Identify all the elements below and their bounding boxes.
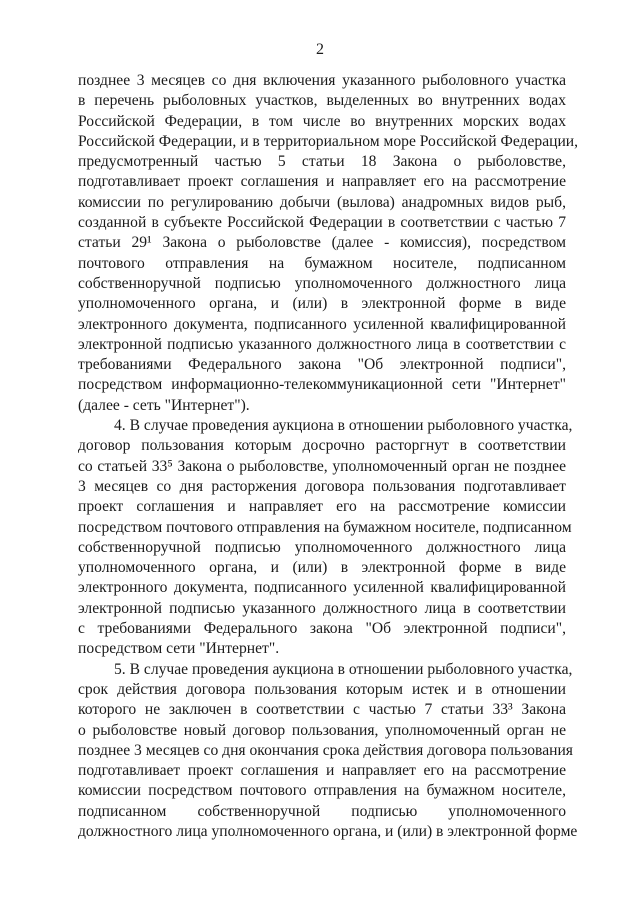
text-line: электронной подписью указанного должностного лица в соответствии с <box>78 335 566 353</box>
text-line: уполномоченного органа, и (или) в электронной форме в виде <box>78 295 566 313</box>
text-line: собственноручной подписью уполномоченного должностного лица <box>78 538 566 556</box>
text-line: 3 месяцев со дня расторжения договора пользования подготавливает <box>78 477 566 495</box>
text-line: позднее 3 месяцев со дня окончания срока действия договора пользования <box>78 741 573 759</box>
text-line: подготавливает проект соглашения и направляет его на рассмотрение <box>78 762 566 780</box>
text-line: с требованиями Федерального закона "Об электронной подписи", <box>78 620 566 638</box>
text-line: созданной в субъекте Российской Федерации в соответствии с частью 7 <box>78 214 566 232</box>
text-line: предусмотренный частью 5 статьи 18 Закона о рыболовстве, <box>78 153 566 171</box>
text-line: комиссии посредством почтового отправления на бумажном носителе, <box>78 782 566 800</box>
text-line: Российской Федерации, в том числе во внутренних морских водах <box>78 112 566 130</box>
text-line: которого не заключен в соответствии с частью 7 статьи 33³ Закона <box>78 701 566 719</box>
text-line: со статьей 33⁵ Закона о рыболовстве, уполномоченный орган не позднее <box>78 457 566 475</box>
text-line: должностного лица уполномоченного органа, и (или) в электронной форме <box>78 822 578 840</box>
text-line: подготавливает проект соглашения и направляет его на рассмотрение <box>78 173 566 191</box>
text-line: 4. В случае проведения аукциона в отношении рыболовного участка, <box>114 417 573 435</box>
text-line: электронного документа, подписанного усиленной квалифицированной <box>78 579 566 597</box>
text-line: собственноручной подписью уполномоченного должностного лица <box>78 274 566 292</box>
text-line: посредством почтового отправления на бумажном носителе, подписанном <box>78 518 572 536</box>
text-line: (далее - сеть "Интернет"). <box>78 396 250 414</box>
text-line: в перечень рыболовных участков, выделенных во внутренних водах <box>78 92 566 110</box>
text-line: требованиями Федерального закона "Об электронной подписи", <box>78 356 566 374</box>
document-body <box>78 71 579 842</box>
text-line: посредством сети "Интернет". <box>78 640 280 658</box>
paragraph <box>78 416 573 660</box>
text-line: позднее 3 месяцев со дня включения указанного рыболовного участка <box>78 72 566 89</box>
text-line: срок действия договора пользования которым истек и в отношении <box>78 680 566 698</box>
text-line: проект соглашения и направляет его на рассмотрение комиссии <box>78 498 566 516</box>
text-line: 5. В случае проведения аукциона в отношении рыболовного участка, <box>114 660 573 678</box>
paragraph <box>78 71 579 416</box>
page-number: 2 <box>316 41 324 58</box>
text-line: почтового отправления на бумажном носителе, подписанном <box>78 254 566 272</box>
text-line: электронного документа, подписанного усиленной квалифицированной <box>78 315 566 333</box>
text-line: подписанном собственноручной подписью уполномоченного <box>78 802 566 820</box>
text-line: статьи 29¹ Закона о рыболовстве (далее - комиссия), посредством <box>78 234 566 252</box>
text-line: электронной подписью указанного должностного лица в соответствии <box>78 599 566 617</box>
text-line: уполномоченного органа, и (или) в электронной форме в виде <box>78 559 566 577</box>
text-line: посредством информационно-телекоммуникационной сети "Интернет" <box>78 376 566 394</box>
text-line: договор пользования которым досрочно расторгнут в соответствии <box>78 437 566 455</box>
text-line: комиссии по регулированию добычи (вылова) анадромных видов рыб, <box>78 193 566 211</box>
text-line: Российской Федерации, и в территориальном море Российской Федерации, <box>78 132 579 150</box>
text-line: о рыболовстве новый договор пользования, уполномоченный орган не <box>78 721 566 739</box>
paragraph <box>78 660 578 843</box>
